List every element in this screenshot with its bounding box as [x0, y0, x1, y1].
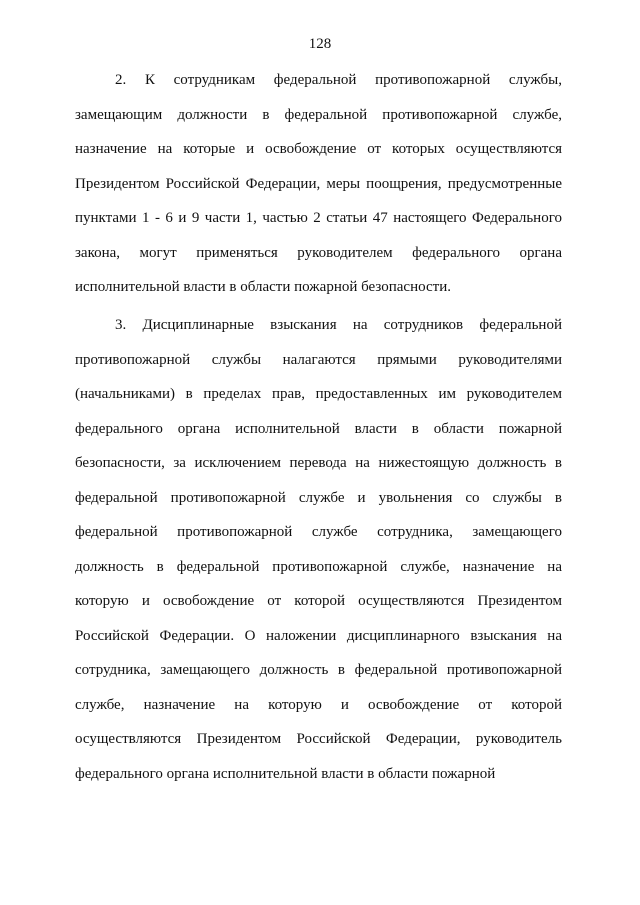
paragraph-3: 3. Дисциплинарные взыскания на сотрудников федеральной противопожарной службы налагаются прямыми руководителями (начальниками) в пределах прав, предоставленных им руководителем федерального органа исполнительной власти в области пожарной безопасности, за исключением перевода на нижестоящую должность в федеральной противопожарной службе и увольнения со службы в федеральной противопожарной службе сотрудника, замещающего должность в федеральной противопожарной службе, назначение на которую и освобождение от которой осуществляются Президентом Российской Федерации. О наложении дисциплинарного взыскания на сотрудника, замещающего должность в федеральной противопожарной службе, назначение на которую и освобождение от которой осуществляются Президентом Российской Федерации, руководитель федерального органа исполнительной власти в области пожарной: [75, 317, 562, 782]
page-number: 128: [308, 36, 332, 52]
paragraph-2: 2. К сотрудникам федеральной противопожарной службы, замещающим должности в федеральной противопожарной службе, назначение на которые и освобождение от которых осуществляются Президентом Российской Федерации, меры поощрения, предусмотренные пунктами 1 - 6 и 9 части 1, частью 2 статьи 47 настоящего Федерального закона, могут применяться руководителем федерального органа исполнительной власти в области пожарной безопасности.: [75, 72, 562, 295]
